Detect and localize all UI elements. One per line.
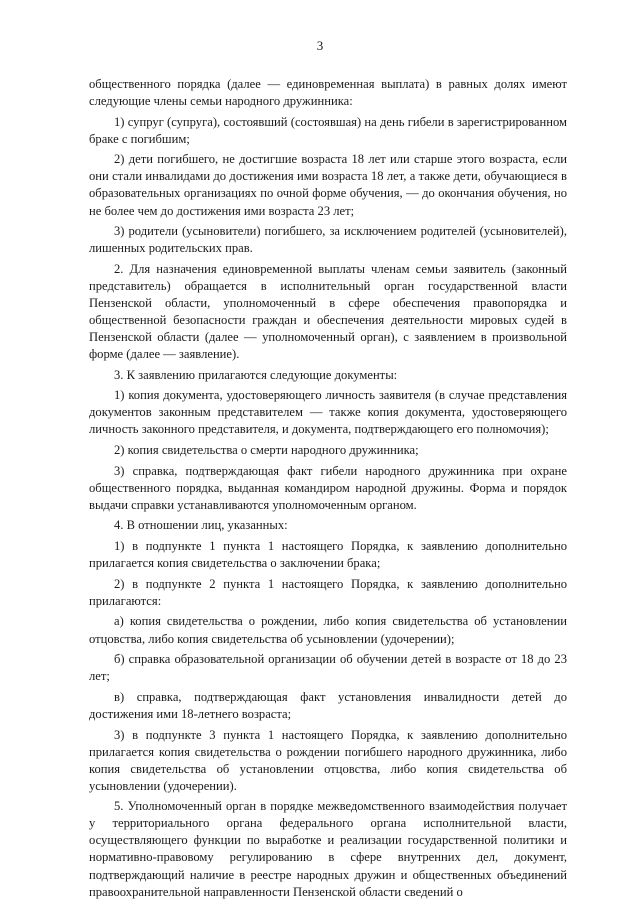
page-number: 3 [316,38,324,53]
list-item: 2) копия свидетельства о смерти народного дружинника; [114,443,419,458]
paragraph-continuation: общественного порядка (далее — единовременная выплата) в равных долях имеют следующие члены семьи народного дружинника: [89,77,567,109]
list-item: 2) в подпункте 2 пункта 1 настоящего Порядка, к заявлению дополнительно прилагаются: [89,576,567,608]
list-item: 3) в подпункте 3 пункта 1 настоящего Порядка, к заявлению дополнительно прилагается копия свидетельства о рождении погибшего народного дружинника, либо копия свидетельства об установлении отцовства, либо копия свидетельства об усыновлении (удочерении). [89,727,567,793]
list-item: 1) супруг (супруга), состоявший (состоявшая) на день гибели в зарегистрированном браке с погибшим; [89,114,567,146]
sub-item: в) справка, подтверждающая факт установления инвалидности детей до достижения ими 18-летнего возраста; [89,689,567,721]
clause-4: 4. В отношении лиц, указанных: [114,518,288,533]
list-item: 1) в подпункте 1 пункта 1 настоящего Порядка, к заявлению дополнительно прилагается копия свидетельства о заключении брака; [89,539,567,571]
sub-item: б) справка образовательной организации об обучении детей в возрасте от 18 до 23 лет; [89,652,567,684]
clause-5: 5. Уполномоченный орган в порядке межведомственного взаимодействия получает у территориального органа федерального органа исполнительной власти, осуществляющего функции по выработке и реализации государственной политики и нормативно-правовому регулированию в сфере внутренних дел, документ, подтверждающий наличие в реестре народных дружин и общественных объединений правоохранительной направленности Пензенской области сведений о [89,799,567,899]
sub-item: а) копия свидетельства о рождении, либо копия свидетельства об установлении отцовства, либо копия свидетельства об усыновлении (удочерении); [89,614,567,646]
list-item: 3) родители (усыновители) погибшего, за исключением родителей (усыновителей), лишенных родительских прав. [89,224,567,256]
list-item: 1) копия документа, удостоверяющего личность заявителя (в случае представления документов законным представителем — также копия документа, удостоверяющего личность законного представителя, и документа, подтверждающего его полномочия); [89,388,567,437]
document-body [89,76,567,904]
list-item: 2) дети погибшего, не достигшие возраста 18 лет или старше этого возраста, если они стали инвалидами до достижения ими возраста 18 лет, а также дети, обучающиеся в образовательных организациях по очной форме обучения, — до окончания обучения, но не более чем до достижения ими возраста 23 лет; [89,152,567,218]
list-item: 3) справка, подтверждающая факт гибели народного дружинника при охране общественного порядка, выданная командиром народной дружины. Форма и порядок выдачи справки устанавливаются уполномоченным органом. [89,463,567,512]
clause-2: 2. Для назначения единовременной выплаты членам семьи заявитель (законный представитель) обращается в исполнительный орган государственной власти Пензенской области, уполномоченный в сфере обеспечения правопорядка и общественной безопасности граждан и обеспечения деятельности мировых судей в Пензенской области (далее — уполномоченный орган), с заявлением в произвольной форме (далее — заявление). [89,261,567,362]
clause-3: 3. К заявлению прилагаются следующие документы: [114,367,398,382]
